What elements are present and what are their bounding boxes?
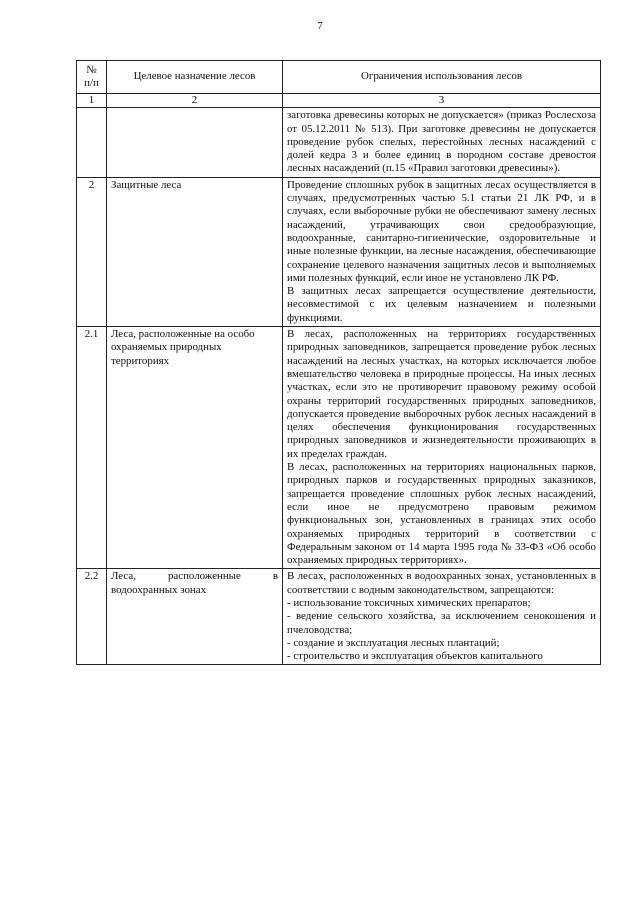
table-row bbox=[77, 108, 601, 177]
table-row bbox=[77, 177, 601, 326]
column-number-1: 1 bbox=[77, 94, 107, 108]
restriction-paragraph: - использование токсичных химических препаратов; bbox=[287, 596, 531, 609]
row-number: 2.2 bbox=[77, 569, 107, 665]
row-restrictions bbox=[283, 177, 601, 326]
table-header-row bbox=[77, 61, 601, 94]
header-restrictions: Ограничения использования лесов bbox=[283, 61, 601, 94]
restriction-paragraph: В лесах, расположенных на территориях государственных природных заповедников, запрещается проведение рубок лесных насаждений на лесных участках, на которых исключается любое вмешательство человека в природные процессы. На иных лесных участках, если это не противоречит правовому режиму особой охраны территорий государственных природных заповедников, допускается проведение выборочных рубок лесных насаждений в целях обеспечения функционирования государственных природных заповедников и жизнедеятельности проживающих в их пределах граждан. bbox=[287, 328, 596, 460]
restriction-paragraph: заготовка древесины которых не допускается» (приказ Рослесхоза от 05.12.2011 № 513). При заготовке древесины не допускается проведение рубок спелых, перестойных лесных насаждений с долей кедра 3 и более единиц в породном составе древостоя лесных насаждений (п.15 «Правил заготовки древесины»). bbox=[287, 109, 596, 175]
column-number-3: 3 bbox=[283, 94, 601, 108]
header-number: № п/п bbox=[77, 61, 107, 94]
restrictions-table bbox=[76, 60, 601, 665]
row-number: 2.1 bbox=[77, 327, 107, 569]
restriction-paragraph: Проведение сплошных рубок в защитных лесах осуществляется в случаях, предусмотренных частью 5.1 статьи 21 ЛК РФ, и в случаях, если выборочные рубки не обеспечивают замену лесных насаждений, утрачивающих свои средообразующие, водоохранные, санитарно-гигиенические, оздоровительные и иные полезные функции, на лесные насаждения, обеспечивающие сохранение целевого назначения защитных лесов и выполняемых ими полезных функций, если иное не установлено ЛК РФ. bbox=[287, 178, 596, 284]
row-restrictions bbox=[283, 327, 601, 569]
page-number: 7 bbox=[317, 20, 323, 32]
restriction-paragraph: В защитных лесах запрещается осуществление деятельности, несовместимой с их целевым назначением и полезными функциями. bbox=[287, 285, 596, 324]
restriction-paragraph: В лесах, расположенных в водоохранных зонах, установленных в соответствии с водным законодательством, запрещаются: bbox=[287, 570, 596, 596]
table-row bbox=[77, 569, 601, 665]
column-number-2: 2 bbox=[107, 94, 283, 108]
header-purpose: Целевое назначение лесов bbox=[107, 61, 283, 94]
row-number bbox=[77, 108, 107, 177]
row-purpose: Защитные леса bbox=[107, 177, 283, 326]
row-purpose: Леса, расположенные в водоохранных зонах bbox=[107, 569, 283, 665]
restriction-paragraph: - строительство и эксплуатация объектов капитального bbox=[287, 650, 543, 663]
restriction-paragraph: - ведение сельского хозяйства, за исключением сенокошения и пчеловодства; bbox=[287, 610, 596, 636]
row-number: 2 bbox=[77, 177, 107, 326]
row-purpose: Леса, расположенные на особо охраняемых природных территориях bbox=[107, 327, 283, 569]
row-restrictions bbox=[283, 108, 601, 177]
row-restrictions bbox=[283, 569, 601, 665]
table-row bbox=[77, 327, 601, 569]
restriction-paragraph: В лесах, расположенных на территориях национальных парков, природных парков и государственных природных заказников, запрещается проведение сплошных рубок лесных насаждений, если иное не предусмотрено правовым режимом функциональных зон, установленных в границах этих особо охраняемых природных территорий в соответствии с Федеральным законом от 14 марта 1995 года № 33-ФЗ «Об особо охраняемых природных территориях». bbox=[287, 461, 596, 567]
row-purpose bbox=[107, 108, 283, 177]
table-column-number-row bbox=[77, 94, 601, 108]
restriction-paragraph: - создание и эксплуатация лесных плантаций; bbox=[287, 636, 500, 649]
